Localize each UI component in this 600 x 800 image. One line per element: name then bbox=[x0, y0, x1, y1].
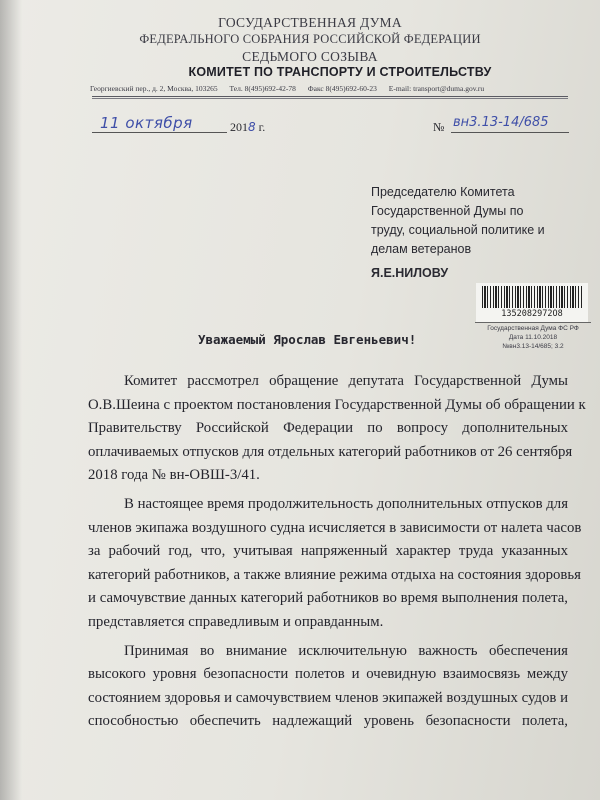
salutation: Уважаемый Ярослав Евгеньевич! bbox=[198, 332, 417, 347]
registration-stamp bbox=[475, 322, 591, 351]
handwritten-date: 11 октября bbox=[100, 114, 193, 132]
text-line: высокого уровня безопасности полетов и очевидную взаимосвязь между bbox=[88, 666, 568, 683]
letterhead-line-1: ГОСУДАРСТВЕННАЯ ДУМА bbox=[218, 15, 402, 30]
date-field bbox=[92, 114, 292, 138]
text-line: Принимая во внимание исключительную важность обеспечения bbox=[124, 642, 568, 659]
year-prefix: 201 bbox=[230, 120, 248, 134]
recipient-line: труду, социальной политике и bbox=[371, 223, 545, 237]
date-underline bbox=[92, 132, 227, 133]
text-line: членов экипажа воздушного судна исчисляется в зависимости от налета часов bbox=[88, 519, 582, 536]
phone-text: Тел. 8(495)692-42-78 bbox=[229, 84, 296, 93]
handwritten-year-digit: 8 bbox=[248, 120, 256, 134]
text-line: и самочувствие данных категорий работников во время выполнения полета, bbox=[88, 590, 568, 607]
letterhead-rule bbox=[92, 96, 568, 97]
text-line: способностью обеспечить надлежащий уровень безопасности полета, bbox=[88, 713, 568, 730]
text-line: категорий работников, а также влияние режима отдыха на состояния здоровья bbox=[88, 566, 581, 583]
text-line: Комитет рассмотрел обращение депутата Государственной Думы bbox=[124, 373, 568, 389]
year-suffix: г. bbox=[255, 120, 266, 134]
contact-line bbox=[90, 84, 570, 93]
letterhead bbox=[90, 14, 530, 65]
handwritten-number: вн3.13-14/685 bbox=[453, 115, 549, 130]
barcode-number: 1352082972O8 bbox=[501, 309, 563, 319]
text-line: 2018 года № вн-ОВШ-3/41. bbox=[88, 467, 260, 484]
letter-body bbox=[88, 370, 586, 734]
number-underline bbox=[451, 132, 569, 133]
email-text: E-mail: transport@duma.gov.ru bbox=[388, 84, 485, 93]
letterhead-line-2: ФЕДЕРАЛЬНОГО СОБРАНИЯ РОССИЙСКОЙ ФЕДЕРАЦИИ bbox=[139, 32, 481, 46]
paragraph-3 bbox=[88, 640, 568, 734]
paragraph-1 bbox=[88, 370, 586, 488]
committee-name: КОМИТЕТ ПО ТРАНСПОРТУ И СТРОИТЕЛЬСТВУ bbox=[188, 65, 492, 79]
address-text: Георгиевский пер., д. 2, Москва, 103265 bbox=[90, 84, 218, 93]
page-shadow bbox=[0, 0, 22, 800]
recipient-block bbox=[371, 183, 571, 259]
text-line: оплачиваемых отпусков для отдельных категорий работников от 26 сентября bbox=[88, 443, 573, 460]
recipient-name: Я.Е.НИЛОВУ bbox=[371, 266, 449, 280]
text-line: представляется справедливым и оправданным. bbox=[88, 613, 384, 630]
registration-line-1: Государственная Дума ФС РФ bbox=[475, 322, 591, 333]
text-line: О.В.Шеина с проектом постановления Государственной Думы об обращении к bbox=[88, 396, 586, 413]
registration-line-3: №вн3.13-14/685; 3.2 bbox=[502, 343, 564, 350]
outgoing-number-field bbox=[433, 115, 583, 138]
recipient-line: Председателю Комитета bbox=[371, 185, 515, 199]
fax-text: Факс 8(495)692-60-23 bbox=[307, 84, 377, 93]
text-line: состоянием здоровья и самочувствием членов экипажей воздушных судов и bbox=[88, 689, 568, 706]
letterhead-rule-thin bbox=[92, 98, 568, 99]
paragraph-2 bbox=[88, 493, 582, 635]
text-line: за рабочий год, что, учитывая напряженный характер труда указанных bbox=[88, 543, 568, 560]
recipient-line: делам ветеранов bbox=[371, 242, 472, 256]
letterhead-line-3: СЕДЬМОГО СОЗЫВА bbox=[242, 49, 378, 64]
number-sign: № bbox=[433, 120, 445, 134]
registration-line-2: Дата 11.10.2018 bbox=[508, 334, 558, 341]
barcode-sticker bbox=[476, 283, 588, 323]
text-line: В настоящее время продолжительность дополнительных отпусков для bbox=[124, 495, 568, 512]
barcode-icon bbox=[482, 286, 582, 308]
recipient-line: Государственной Думы по bbox=[371, 204, 524, 218]
date-year bbox=[230, 120, 265, 135]
text-line: Правительству Российской Федерации по вопросу дополнительных bbox=[88, 420, 568, 437]
